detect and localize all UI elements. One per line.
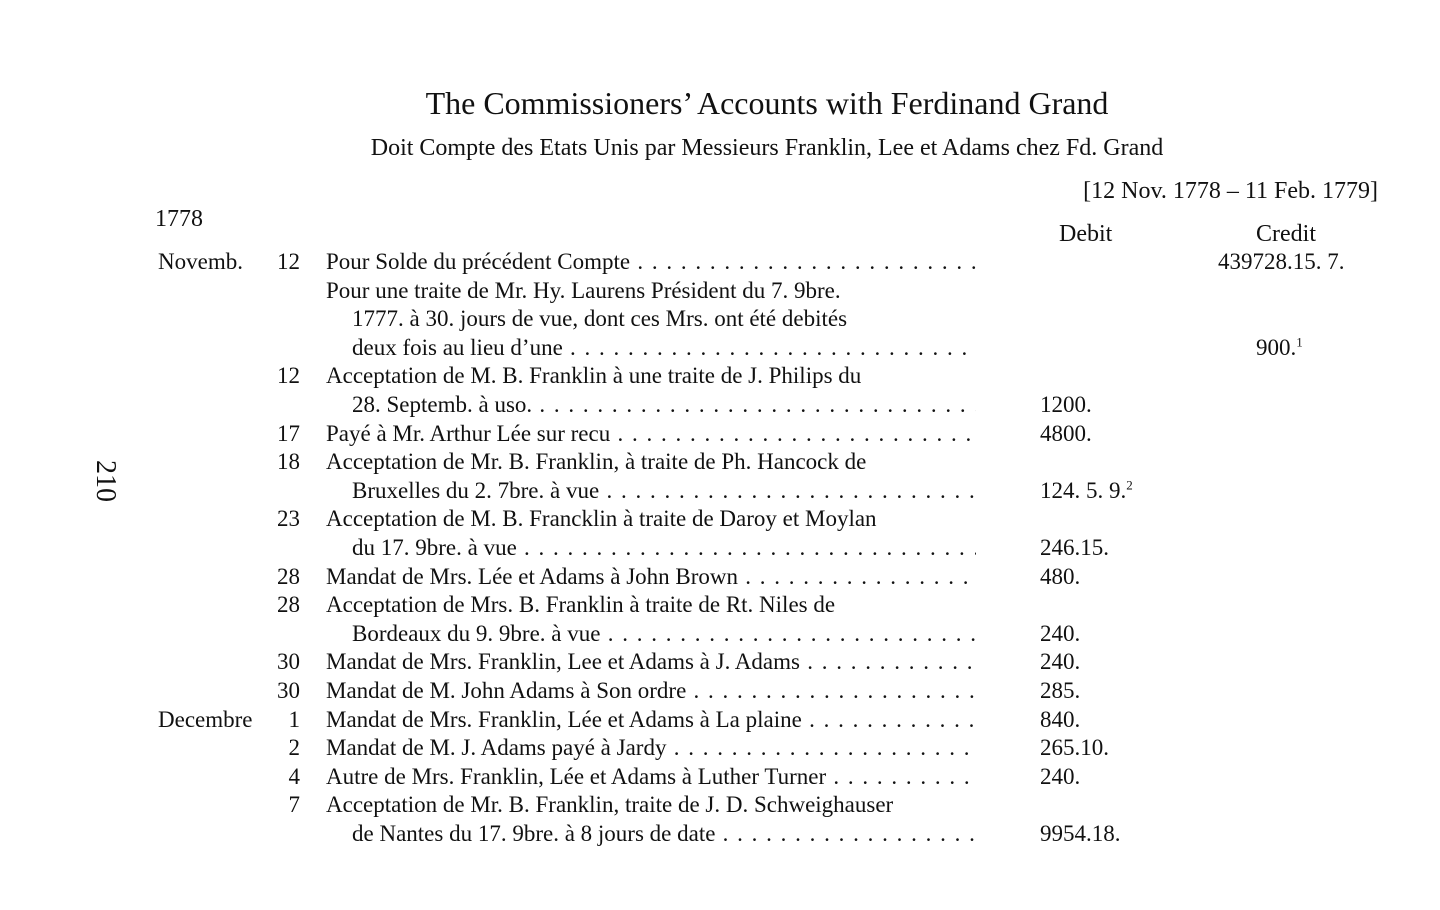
entry-day: 2: [288, 735, 300, 761]
entry-description: Acceptation de Mr. B. Franklin, traite de J. D. Schweighauser: [326, 792, 894, 818]
credit-amount: 439728.15. 7.: [1218, 249, 1345, 274]
ledger-row: [0, 334, 1440, 362]
entry-description: Mandat de M. J. Adams payé à Jardy . . .: [326, 734, 976, 762]
debit-amount: 240.: [1040, 763, 1081, 789]
ledger-row: [0, 706, 1440, 734]
ledger-row: [0, 362, 1440, 390]
debit-amount: 240.: [1040, 620, 1081, 646]
ledger-row: [0, 591, 1440, 619]
footnote-marker: 2: [1126, 477, 1133, 493]
entry-description: Pour une traite de Mr. Hy. Laurens Président du 7. 9bre.: [326, 277, 841, 303]
debit-amount: 480.: [1040, 563, 1081, 589]
debit-amount: 4800.: [1040, 420, 1092, 446]
entry-day: 7: [288, 792, 300, 818]
entry-description: Acceptation de Mr. B. Franklin, à traite de Ph. Hancock de: [326, 449, 867, 475]
credit-column-header: Credit: [1256, 221, 1316, 247]
debit-amount: 9954.18.: [1040, 821, 1121, 846]
debit-amount: 285.: [1040, 678, 1081, 703]
entry-description: Pour Solde du précédent Compte . . .: [326, 248, 976, 276]
ledger-row: [0, 734, 1440, 762]
entry-description: Mandat de Mrs. Lée et Adams à John Brown . . .: [326, 563, 976, 591]
entry-description: Mandat de Mrs. Franklin, Lee et Adams à J. Adams . . .: [326, 648, 976, 676]
ledger-row: [0, 248, 1440, 276]
ledger-row: [0, 477, 1440, 505]
ledger-row: [0, 820, 1440, 848]
ledger-row: [0, 648, 1440, 676]
entry-day: 12: [277, 363, 300, 389]
entry-day: 30: [277, 678, 300, 703]
entry-description: 1777. à 30. jours de vue, dont ces Mrs. ont été debités: [352, 306, 848, 332]
ledger-row: [0, 763, 1440, 791]
entry-day: 18: [277, 449, 300, 475]
debit-amount: 124. 5. 9.$^2$: [1040, 477, 1133, 503]
ledger-row: [0, 677, 1440, 705]
debit-amount: 240.: [1040, 649, 1081, 675]
page-number: 210: [90, 460, 121, 502]
date-range: [12 Nov. 1778 – 11 Feb. 1779]: [1083, 178, 1378, 204]
entry-description: de Nantes du 17. 9bre. à 8 jours de date . . .: [352, 820, 976, 848]
debit-column-header: Debit: [1059, 221, 1113, 247]
entry-description: Bruxelles du 2. 7bre. à vue . . .: [352, 477, 976, 505]
entry-day: 28: [277, 592, 300, 618]
footnote-marker: 1: [1296, 334, 1303, 350]
ledger-row: [0, 620, 1440, 648]
ledger-row: [0, 448, 1440, 476]
entry-day: 23: [277, 506, 300, 532]
debit-amount: 265.10.: [1040, 735, 1109, 761]
debit-amount: 1200.: [1040, 392, 1092, 417]
page-title: The Commissioners’ Accounts with Ferdinand Grand: [425, 85, 1109, 121]
page-subtitle: Doit Compte des Etats Unis par Messieurs Franklin, Lee et Adams chez Fd. Grand: [370, 135, 1164, 161]
entry-day: 30: [277, 649, 300, 675]
credit-amount: 900.$^1$: [1256, 334, 1303, 360]
ledger-row: [0, 505, 1440, 533]
ledger-row: [0, 305, 1440, 333]
entry-month: Novemb.: [158, 249, 243, 274]
entry-day: 1: [288, 706, 300, 732]
entry-description: Payé à Mr. Arthur Lée sur recu . . .: [326, 420, 976, 448]
debit-amount: 246.15.: [1040, 535, 1109, 560]
entry-day: 17: [277, 420, 300, 446]
ledger-row: [0, 420, 1440, 448]
entry-description: Acceptation de Mrs. B. Franklin à traite de Rt. Niles de: [326, 592, 836, 618]
entry-day: 12: [277, 249, 300, 274]
year-label: 1778: [155, 206, 203, 232]
debit-amount: 840.: [1040, 706, 1081, 732]
entry-description: Acceptation de M. B. Franklin à une traite de J. Philips du: [326, 363, 862, 389]
entry-description: Autre de Mrs. Franklin, Lée et Adams à Luther Turner . . .: [326, 763, 976, 791]
entry-description: deux fois au lieu d’une . . .: [352, 334, 976, 362]
entry-day: 28: [277, 563, 300, 589]
entry-description: 28. Septemb. à uso. . . .: [352, 391, 976, 419]
entry-description: du 17. 9bre. à vue . . .: [352, 534, 976, 562]
ledger-row: [0, 277, 1440, 305]
ledger-row: [0, 563, 1440, 591]
ledger-row: [0, 534, 1440, 562]
entry-description: Acceptation de M. B. Francklin à traite de Daroy et Moylan: [326, 506, 877, 532]
entry-description: Bordeaux du 9. 9bre. à vue . . .: [352, 620, 976, 648]
entry-day: 4: [288, 763, 300, 789]
entry-description: Mandat de Mrs. Franklin, Lée et Adams à La plaine . . .: [326, 706, 976, 734]
ledger-row: [0, 391, 1440, 419]
entry-month: Decembre: [158, 706, 253, 732]
ledger-row: [0, 791, 1440, 819]
entry-description: Mandat de M. John Adams à Son ordre . . .: [326, 677, 976, 705]
